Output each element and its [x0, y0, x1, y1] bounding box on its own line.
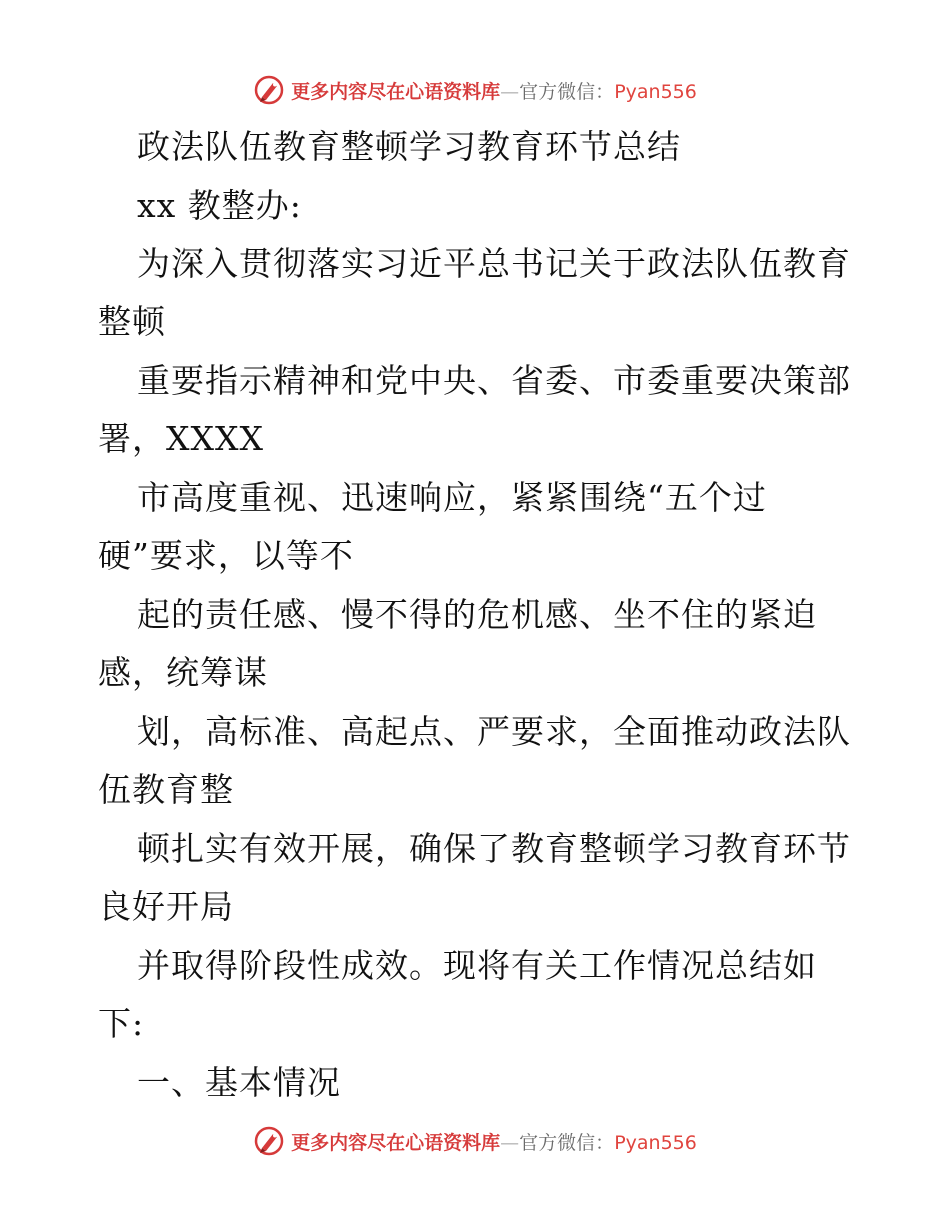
- body-line: 伍教育整: [98, 770, 234, 809]
- watermark-handle: Pyan556: [614, 1131, 697, 1154]
- body-line: 并取得阶段性成效。现将有关工作情况总结如: [137, 946, 817, 985]
- watermark-main-text: 更多内容尽在心语资料库: [291, 80, 501, 103]
- watermark-text: [291, 1128, 697, 1155]
- body-line: 硬”要求，以等不: [98, 536, 354, 575]
- body-line: 市高度重视、迅速响应，紧紧围绕“五个过: [137, 478, 767, 517]
- watermark-label: 官方微信：: [519, 1131, 615, 1154]
- body-line: 感，统筹谋: [98, 653, 268, 692]
- watermark-handle: Pyan556: [614, 80, 697, 103]
- section-heading: 一、基本情况: [137, 1063, 341, 1102]
- body-line: 为深入贯彻落实习近平总书记关于政法队伍教育: [137, 244, 851, 283]
- watermark-separator: —: [500, 1131, 520, 1154]
- watermark-separator: —: [500, 80, 520, 103]
- document-sender: xx 教整办:: [137, 186, 302, 225]
- body-line: 重要指示精神和党中央、省委、市委重要决策部: [137, 361, 851, 400]
- watermark-label: 官方微信：: [519, 80, 615, 103]
- body-line: 起的责任感、慢不得的危机感、坐不住的紧迫: [137, 595, 817, 634]
- body-line: 良好开局: [98, 887, 234, 926]
- watermark-main-text: 更多内容尽在心语资料库: [291, 1131, 501, 1154]
- body-line: 署，XXXX: [98, 419, 264, 458]
- body-line: 整顿: [98, 302, 166, 341]
- pen-logo-icon: [253, 1125, 285, 1157]
- document-title: 政法队伍教育整顿学习教育环节总结: [137, 127, 681, 166]
- body-line: 下:: [98, 1004, 145, 1043]
- body-line: 顿扎实有效开展，确保了教育整顿学习教育环节: [137, 829, 851, 868]
- body-line: 划，高标准、高起点、严要求，全面推动政法队: [137, 712, 851, 751]
- bottom-watermark-banner: [0, 1121, 950, 1161]
